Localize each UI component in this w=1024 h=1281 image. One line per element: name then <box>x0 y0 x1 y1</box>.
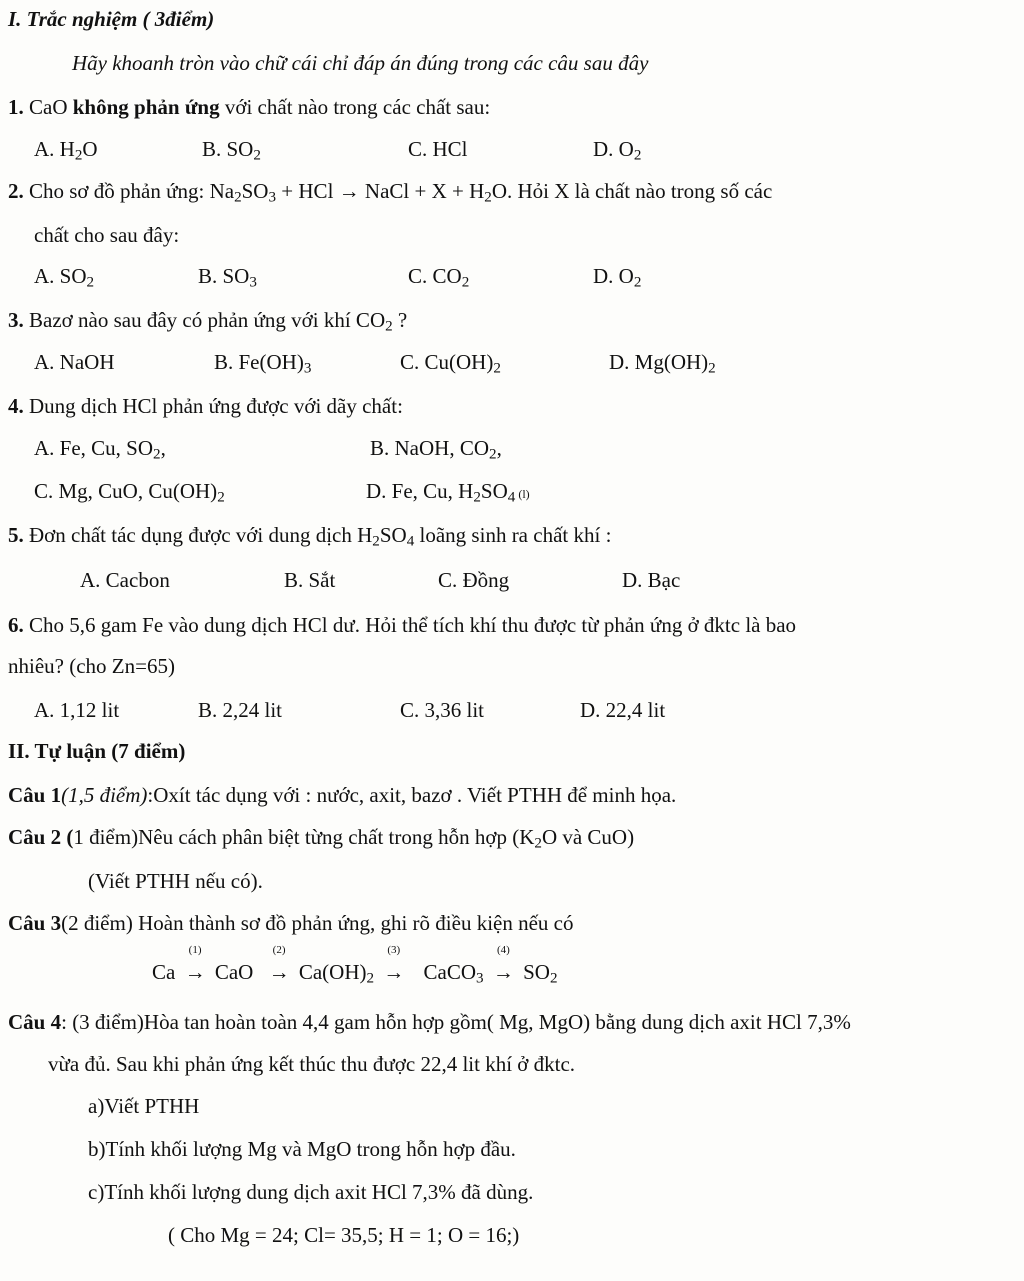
species-cao: CaO <box>214 960 254 984</box>
q6-line2: nhiêu? (cho Zn=65) <box>8 654 175 678</box>
arrow-4: (4) → <box>492 944 514 984</box>
q4-option-a: A. Fe, Cu, $SO_2$, <box>34 436 166 463</box>
question-5: 5. Đơn chất tác dụng được với dung dịch $H_2SO_4$ loãng sinh ra chất khí : <box>8 523 612 550</box>
essay-4-part-c: c)Tính khối lượng dung dịch axit HCl 7,3% đã dùng. <box>88 1180 534 1204</box>
q6-option-c: C. 3,36 lit <box>400 698 485 722</box>
essay-2-line2: (Viết PTHH nếu có). <box>88 869 263 893</box>
question-number: 1. <box>8 95 24 119</box>
q2-option-d: D. $O_2$ <box>593 264 642 291</box>
essay-4-part-b: b)Tính khối lượng Mg và MgO trong hỗn hợp đầu. <box>88 1137 516 1161</box>
question-number: 4. <box>8 394 24 418</box>
q5-option-d: D. Bạc <box>622 568 681 592</box>
q4-option-d: D. Fe, Cu, $H_2SO_4$ (l) <box>366 479 530 506</box>
arrow-2: (2) → <box>268 944 290 984</box>
question-number: 2. <box>8 179 24 203</box>
q3-option-d: D. $Mg(OH)_2$ <box>609 350 716 377</box>
question-3: 3. Bazơ nào sau đây có phản ứng với khí $CO_2$ ? <box>8 308 408 335</box>
part1-title: I. Trắc nghiệm ( 3điểm) <box>8 7 215 31</box>
q5-option-a: A. Cacbon <box>80 568 170 592</box>
emphasis: không phản ứng <box>72 95 220 119</box>
q6-option-d: D. 22,4 lit <box>580 698 666 722</box>
question-number: 6. <box>8 613 24 637</box>
q2-option-b: B. $SO_3$ <box>198 264 257 291</box>
reaction-scheme <box>152 944 558 987</box>
essay-4: Câu 4: (3 điểm)Hòa tan hoàn toàn 4,4 gam hỗn hợp gồm( Mg, MgO) bằng dung dịch axit HCl 7,3% <box>8 1010 851 1034</box>
part1-instruction: Hãy khoanh tròn vào chữ cái chỉ đáp án đúng trong các câu sau đây <box>72 51 649 75</box>
q1-option-c: C. HCl <box>408 137 468 161</box>
species-caoh2: $Ca(OH)_2$ <box>298 960 375 987</box>
question-6: 6. Cho 5,6 gam Fe vào dung dịch HCl dư. Hỏi thể tích khí thu được từ phản ứng ở đktc là bao <box>8 613 797 637</box>
species-so2: $SO_2$ <box>523 960 558 987</box>
question-1: 1. CaO không phản ứng với chất nào trong các chất sau: <box>8 95 491 119</box>
q5-option-c: C. Đồng <box>438 568 510 592</box>
q1-option-a: A. $H_2O$ <box>34 137 98 164</box>
species-caco3: CaCO$_3$ <box>423 960 484 987</box>
q4-option-c: C. Mg, CuO, $Cu(OH)_2$ <box>34 479 225 506</box>
arrow-3: (3) → <box>383 944 405 984</box>
q2-option-a: A. $SO_2$ <box>34 264 95 291</box>
question-4: 4. Dung dịch HCl phản ứng được với dãy chất: <box>8 394 403 418</box>
q2-line2: chất cho sau đây: <box>34 223 180 247</box>
essay-2: Câu 2 (1 điểm)Nêu cách phân biệt từng chất trong hỗn hợp ($K_2O$ và CuO) <box>8 825 635 852</box>
q1-option-d: D. $O_2$ <box>593 137 642 164</box>
essay-4-given: ( Cho Mg = 24; Cl= 35,5; H = 1; O = 16;) <box>168 1223 520 1247</box>
q3-option-b: B. $Fe(OH)_3$ <box>214 350 312 377</box>
question-2: 2. Cho sơ đồ phản ứng: $Na_2SO_3$ + HCl → NaCl + $X + H_2O$. Hỏi X là chất nào trong số các <box>8 179 773 206</box>
question-number: 3. <box>8 308 24 332</box>
arrow-1: (1) → <box>184 944 206 984</box>
part2-title: II. Tự luận (7 điểm) <box>8 739 186 763</box>
essay-1: Câu 1(1,5 điểm):Oxít tác dụng với : nước, axit, bazơ . Viết PTHH để minh họa. <box>8 783 677 807</box>
q4-option-b: B. NaOH, $CO_2$, <box>370 436 502 463</box>
q1-option-b: B. $SO_2$ <box>202 137 261 164</box>
species-ca: Ca <box>152 960 176 984</box>
question-number: 5. <box>8 523 24 547</box>
essay-4-part-a: a)Viết PTHH <box>88 1094 200 1118</box>
essay-3: Câu 3(2 điểm) Hoàn thành sơ đồ phản ứng, ghi rõ điều kiện nếu có <box>8 911 574 935</box>
q5-option-b: B. Sắt <box>284 568 336 592</box>
q6-option-a: A. 1,12 lit <box>34 698 120 722</box>
q2-option-c: C. $CO_2$ <box>408 264 470 291</box>
q6-option-b: B. 2,24 lit <box>198 698 283 722</box>
q3-option-c: C. $Cu(OH)_2$ <box>400 350 501 377</box>
essay-4-line2: vừa đủ. Sau khi phản ứng kết thúc thu được 22,4 lit khí ở đktc. <box>48 1052 576 1076</box>
q3-option-a: A. NaOH <box>34 350 115 374</box>
